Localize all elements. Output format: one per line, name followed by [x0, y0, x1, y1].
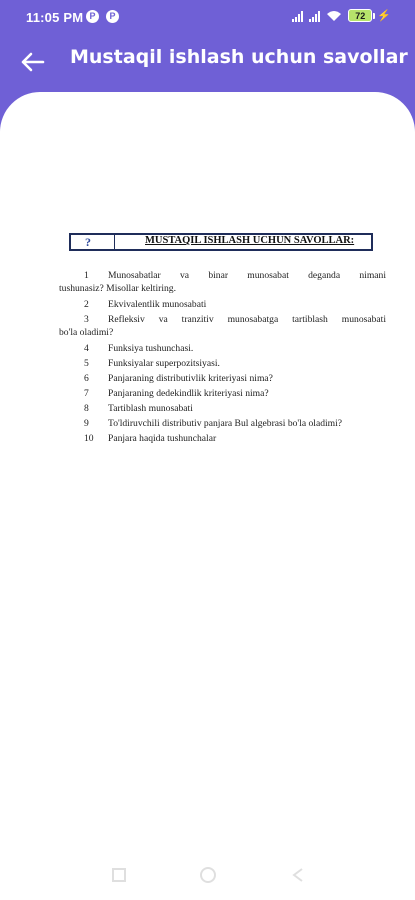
- question-number: 5: [84, 358, 89, 369]
- question-number: 7: [84, 388, 89, 399]
- question-text: Funksiyalar superpozitsiyasi.: [108, 358, 220, 369]
- list-item: [84, 387, 269, 400]
- page-title: Mustaqil ishlash uchun savollar: [70, 46, 408, 68]
- list-item: [59, 269, 386, 295]
- document-header: [69, 233, 373, 251]
- back-button[interactable]: [14, 44, 50, 80]
- question-mark-icon: ?: [85, 235, 91, 249]
- question-text: Funksiya tushunchasi.: [108, 343, 194, 354]
- arrow-left-icon: [14, 44, 50, 80]
- home-icon[interactable]: [199, 866, 217, 884]
- question-number: 2: [84, 299, 89, 310]
- list-item: [84, 298, 206, 311]
- battery-level: 72: [348, 9, 372, 22]
- question-text: Ekvivalentlik munosabati: [108, 299, 207, 310]
- question-text-continued: tushunasiz? Misollar keltiring.: [59, 283, 176, 294]
- document-heading: MUSTAQIL ISHLASH UCHUN SAVOLLAR:: [145, 235, 355, 246]
- status-bar: [0, 0, 415, 36]
- system-navigation-bar: [0, 852, 415, 900]
- list-item: [84, 357, 220, 370]
- question-text: To'ldiruvchili distributiv panjara Bul algebrasi bo'la oladimi?: [108, 418, 343, 429]
- question-number: 1: [84, 270, 89, 281]
- app-bar: [0, 36, 415, 92]
- question-text: Tartiblash munosabati: [108, 403, 193, 414]
- status-time: 11:05 PM: [26, 10, 84, 25]
- question-text: Munosabatlar va binar munosabat deganda nimani: [108, 270, 386, 281]
- list-item: [84, 372, 273, 385]
- question-number: 8: [84, 403, 89, 414]
- status-icons: [292, 9, 391, 22]
- question-text-continued: bo'la oladimi?: [59, 327, 114, 338]
- question-number: 10: [84, 433, 94, 444]
- recents-icon[interactable]: [110, 866, 128, 884]
- charging-icon: ⚡: [377, 10, 391, 22]
- list-item: [84, 432, 216, 445]
- question-text: Panjaraning dedekindlik kriteriyasi nima?: [108, 388, 269, 399]
- question-text: Panjara haqida tushunchalar: [108, 433, 217, 444]
- question-number: 4: [84, 343, 89, 354]
- list-item: [84, 342, 193, 355]
- header-divider: [114, 235, 115, 249]
- question-text: Panjaraning distributivlik kriteriyasi nima?: [108, 373, 273, 384]
- question-number: 9: [84, 418, 89, 429]
- signal-icon: [292, 10, 303, 22]
- question-number: 3: [84, 314, 89, 325]
- battery-icon: [348, 9, 391, 22]
- list-item: [59, 313, 386, 339]
- list-item: [84, 417, 342, 430]
- back-nav-icon[interactable]: [289, 866, 307, 884]
- signal-icon: [309, 10, 320, 22]
- question-text: Refleksiv va tranzitiv munosabatga tartiblash munosabati: [108, 314, 386, 325]
- notification-icon: P: [106, 10, 119, 23]
- list-item: [84, 402, 193, 415]
- content-sheet[interactable]: [0, 92, 415, 900]
- notification-icon: P: [86, 10, 99, 23]
- question-number: 6: [84, 373, 89, 384]
- wifi-icon: [326, 10, 342, 22]
